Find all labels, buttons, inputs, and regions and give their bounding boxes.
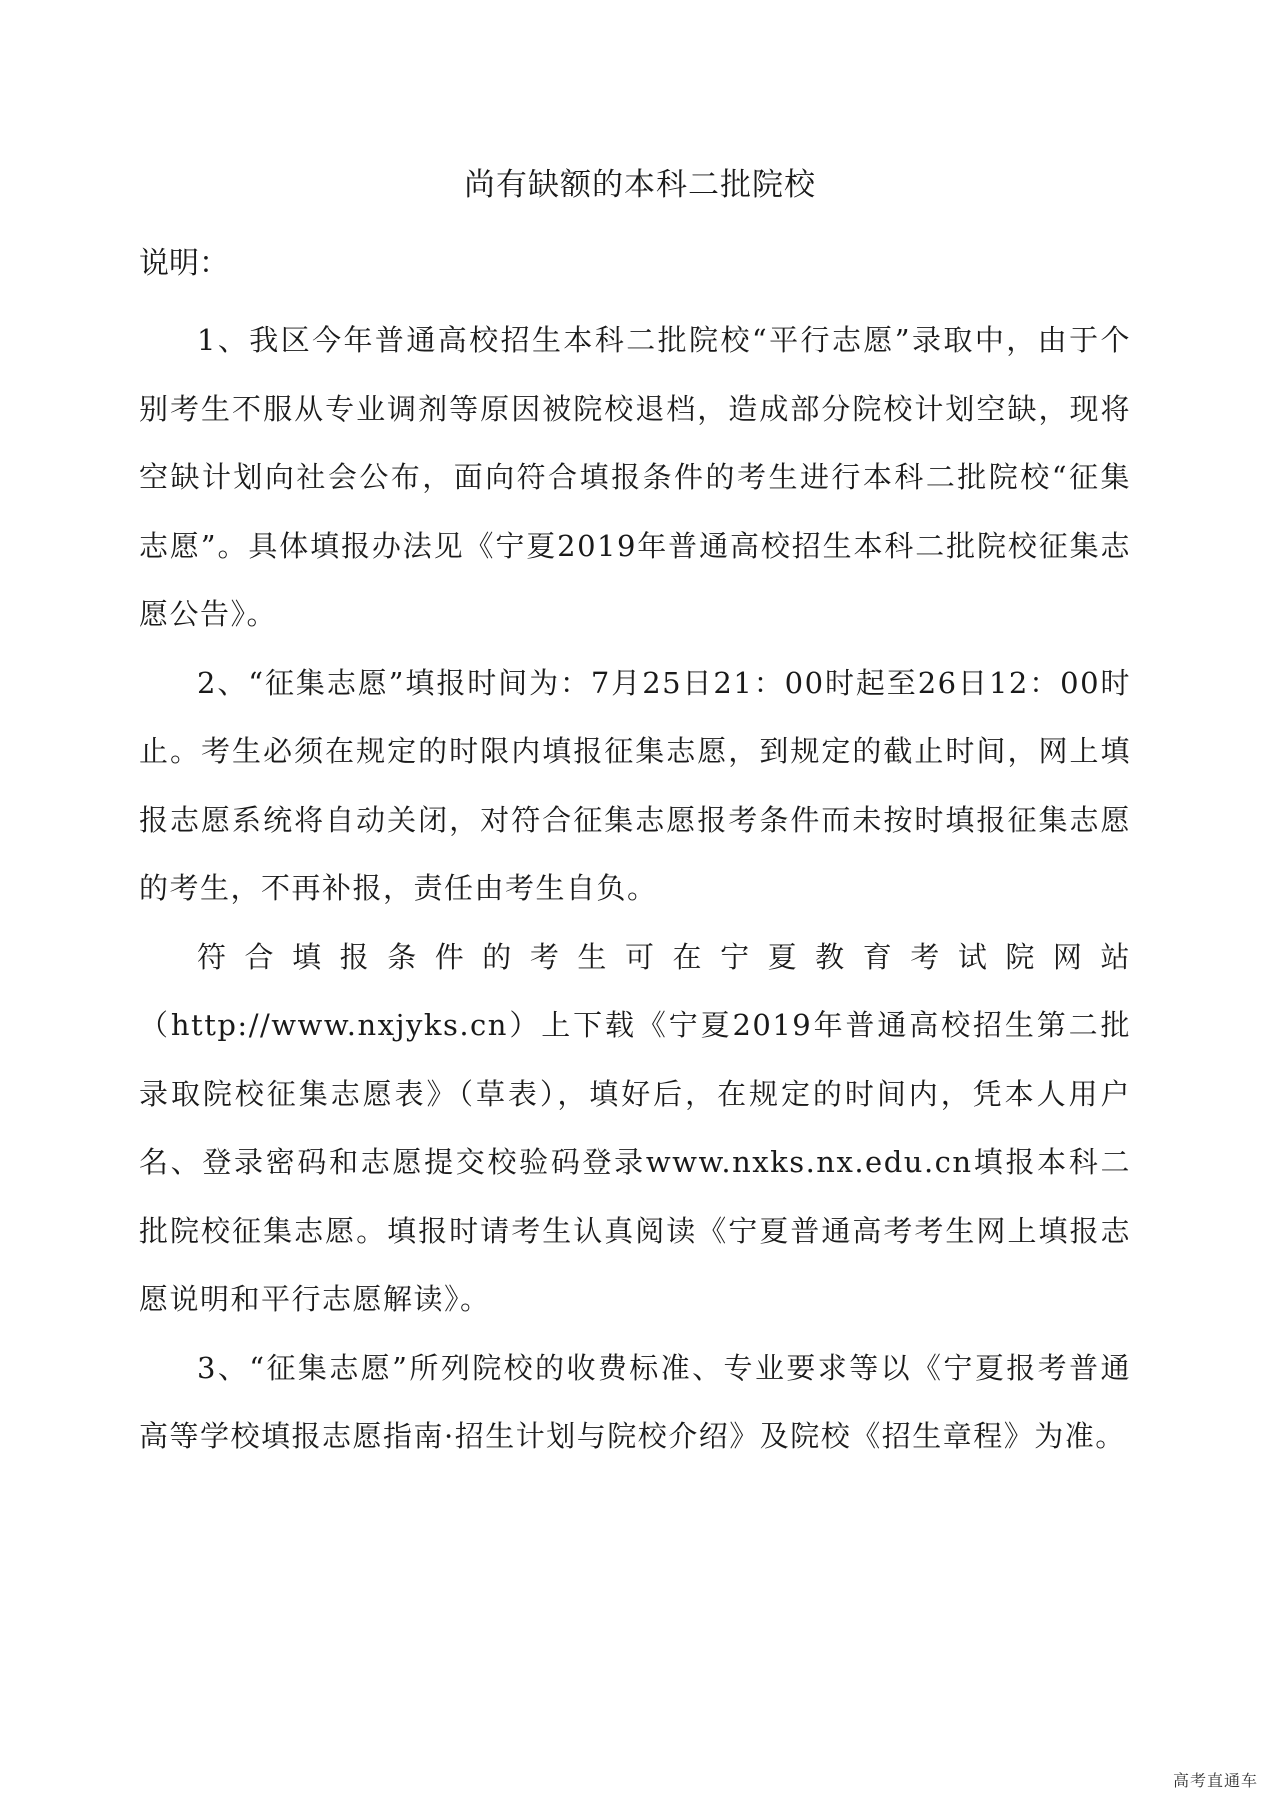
paragraph-1: 1、我区今年普通高校招生本科二批院校“平行志愿”录取中，由于个别考生不服从专业调剂等原因被院校退档，造成部分院校计划空缺，现将空缺计划向社会公布，面向符合填报条件的考生进行本科二批院校“征集志愿”。具体填报办法见《宁夏2019年普通高校招生本科二批院校征集志愿公告》。 [139, 323, 1131, 631]
page-title: 尚有缺额的本科二批院校 [464, 167, 816, 203]
watermark-text: 高考直通车 [1172, 1771, 1258, 1790]
paragraph-3: 符合填报条件的考生可在宁夏教育考试院网站（http://www.nxjyks.cn）上下载《宁夏2019年普通高校招生第二批录取院校征集志愿表》（草表），填好后，在规定的时间内，凭本人用户名、登录密码和志愿提交校验码登录www.nxks.nx.edu.cn填报本科二批院校征集志愿。填报时请考生认真阅读《宁夏普通高考考生网上填报志愿说明和平行志愿解读》。 [139, 939, 1131, 1316]
section-label: 说明： [139, 246, 229, 281]
paragraph-2: 2、“征集志愿”填报时间为：7月25日21：00时起至26日12：00时止。考生必须在规定的时限内填报征集志愿，到规定的截止时间，网上填报志愿系统将自动关闭，对符合征集志愿报考条件而未按时填报征集志愿的考生，不再补报，责任由考生自负。 [139, 665, 1131, 905]
paragraph-4: 3、“征集志愿”所列院校的收费标准、专业要求等以《宁夏报考普通高等学校填报志愿指南·招生计划与院校介绍》及院校《招生章程》为准。 [139, 1350, 1131, 1453]
document-body [139, 306, 1131, 1471]
